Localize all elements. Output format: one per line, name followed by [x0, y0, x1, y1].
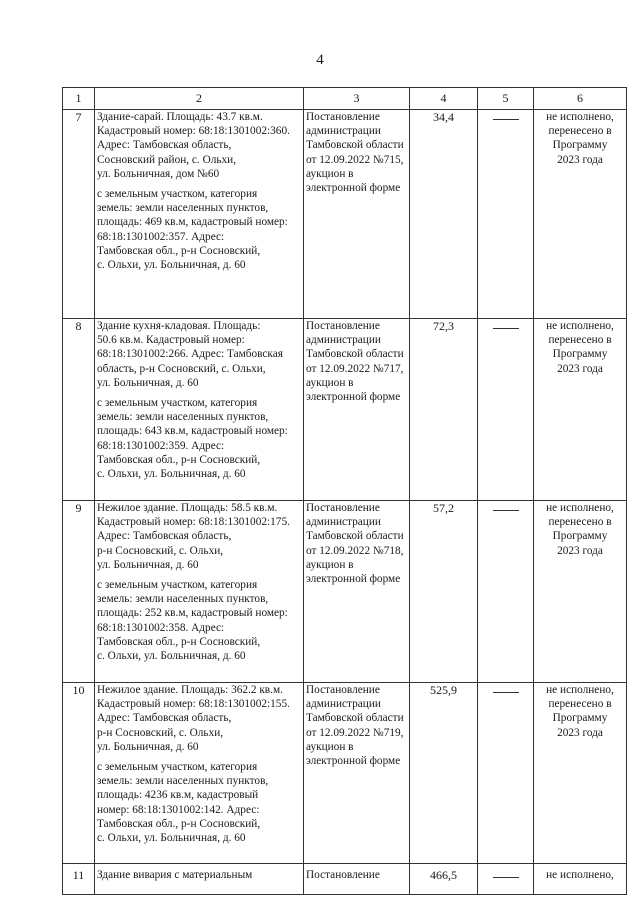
- column-header-5: 5: [478, 88, 534, 110]
- text-line: земель: земли населенных пунктов,: [97, 593, 269, 606]
- text-line: от 12.09.2022 №715,: [306, 153, 404, 166]
- text-line: 2023 года: [557, 726, 603, 739]
- empty-value-dash: [478, 864, 534, 895]
- column-header-3: 3: [304, 88, 410, 110]
- dash-line: [493, 869, 519, 878]
- legal-basis: [304, 864, 410, 895]
- text-line: электронной форме: [306, 391, 401, 404]
- text-line: перенесено в: [548, 516, 612, 529]
- text-line: от 12.09.2022 №718,: [306, 544, 404, 557]
- land-plot-description: [97, 187, 301, 272]
- text-line: Адрес: Тамбовская область,: [97, 530, 232, 543]
- text-line: администрации: [306, 125, 381, 138]
- text-line: Постановление: [306, 869, 380, 881]
- text-line: перенесено в: [548, 125, 612, 138]
- text-line: 68:18:1301002:266. Адрес: Тамбовская: [97, 348, 283, 361]
- text-line: Кадастровый номер: 68:18:1301002:155.: [97, 698, 290, 711]
- text-line: Программу: [552, 530, 608, 543]
- area-value: 466,5: [410, 864, 478, 895]
- empty-value-dash: [478, 683, 534, 864]
- text-line: ул. Больничная, дом №60: [97, 167, 220, 180]
- text-line: Адрес: Тамбовская область,: [97, 712, 232, 725]
- text-line: Тамбовской области: [306, 712, 404, 725]
- text-line: Здание вивария с материальным: [97, 869, 253, 881]
- land-plot-description: [97, 760, 301, 845]
- text-line: Тамбовской области: [306, 348, 404, 361]
- area-value: 525,9: [410, 683, 478, 864]
- text-line: Кадастровый номер: 68:18:1301002:175.: [97, 516, 290, 529]
- text-line: не исполнено,: [546, 111, 614, 123]
- dash-line: [493, 502, 519, 511]
- execution-status: [534, 864, 627, 895]
- text-line: ул. Больничная, д. 60: [97, 376, 199, 389]
- text-line: с земельным участком, категория: [97, 761, 258, 774]
- table-row: [63, 683, 627, 864]
- objects-table: [62, 87, 627, 895]
- row-number: 7: [63, 110, 95, 319]
- text-line: Программу: [552, 139, 608, 152]
- table-row: [63, 319, 627, 501]
- text-line: с. Ольхи, ул. Больничная, д. 60: [97, 832, 246, 845]
- text-line: 68:18:1301002:359. Адрес:: [97, 439, 225, 452]
- row-number: 10: [63, 683, 95, 864]
- object-description: [95, 683, 304, 864]
- row-number: 9: [63, 501, 95, 683]
- legal-basis: [304, 501, 410, 683]
- text-line: область, р-н Сосновский, с. Ольхи,: [97, 362, 266, 375]
- text-line: Тамбовская обл., р-н Сосновский,: [97, 635, 261, 648]
- text-line: Тамбовской области: [306, 139, 404, 152]
- text-line: от 12.09.2022 №719,: [306, 726, 404, 739]
- empty-value-dash: [478, 501, 534, 683]
- table-row: [63, 501, 627, 683]
- execution-status: [534, 501, 627, 683]
- table-row: [63, 110, 627, 319]
- land-plot-description: [97, 578, 301, 663]
- text-line: р-н Сосновский, с. Ольхи,: [97, 726, 224, 739]
- text-line: р-н Сосновский, с. Ольхи,: [97, 544, 224, 557]
- row-number: 8: [63, 319, 95, 501]
- text-line: земель: земли населенных пунктов,: [97, 411, 269, 424]
- text-line: не исполнено,: [546, 502, 614, 514]
- column-header-4: 4: [410, 88, 478, 110]
- text-line: не исполнено,: [546, 684, 614, 696]
- text-line: 2023 года: [557, 153, 603, 166]
- text-line: площадь: 4236 кв.м, кадастровый: [97, 789, 259, 802]
- page-number: 4: [316, 52, 324, 68]
- text-line: 2023 года: [557, 362, 603, 375]
- text-line: от 12.09.2022 №717,: [306, 362, 404, 375]
- text-line: аукцион в: [306, 167, 354, 180]
- text-line: электронной форме: [306, 755, 401, 768]
- text-line: аукцион в: [306, 376, 354, 389]
- text-line: Постановление: [306, 111, 380, 123]
- empty-value-dash: [478, 110, 534, 319]
- object-description: [95, 110, 304, 319]
- object-description: [95, 501, 304, 683]
- object-description: [95, 319, 304, 501]
- text-line: земель: земли населенных пунктов,: [97, 202, 269, 215]
- column-header-1: 1: [63, 88, 95, 110]
- text-line: Сосновский район, с. Ольхи,: [97, 153, 237, 166]
- text-line: Тамбовская обл., р-н Сосновский,: [97, 817, 261, 830]
- text-line: площадь: 469 кв.м, кадастровый номер:: [97, 216, 288, 229]
- text-line: 2023 года: [557, 544, 603, 557]
- text-line: ул. Больничная, д. 60: [97, 740, 199, 753]
- text-line: Тамбовская обл., р-н Сосновский,: [97, 453, 261, 466]
- row-number: 11: [63, 864, 95, 895]
- dash-line: [493, 320, 519, 329]
- empty-value-dash: [478, 319, 534, 501]
- execution-status: [534, 683, 627, 864]
- area-value: 34,4: [410, 110, 478, 319]
- text-line: Здание-сарай. Площадь: 43.7 кв.м.: [97, 111, 263, 123]
- execution-status: [534, 319, 627, 501]
- text-line: с земельным участком, категория: [97, 397, 258, 410]
- land-plot-description: [97, 396, 301, 481]
- text-line: Программу: [552, 348, 608, 361]
- execution-status: [534, 110, 627, 319]
- text-line: Здание кухня-кладовая. Площадь:: [97, 320, 261, 332]
- table-row: [63, 864, 627, 895]
- text-line: номер: 68:18:1301002:142. Адрес:: [97, 803, 260, 816]
- table-header-row: [63, 88, 627, 110]
- text-line: аукцион в: [306, 558, 354, 571]
- text-line: 68:18:1301002:357. Адрес:: [97, 230, 225, 243]
- text-line: Постановление: [306, 502, 380, 514]
- text-line: с. Ольхи, ул. Больничная, д. 60: [97, 650, 246, 663]
- text-line: Постановление: [306, 684, 380, 696]
- text-line: не исполнено,: [546, 320, 614, 332]
- dash-line: [493, 111, 519, 120]
- text-line: Адрес: Тамбовская область,: [97, 139, 232, 152]
- column-header-6: 6: [534, 88, 627, 110]
- text-line: Тамбовской области: [306, 530, 404, 543]
- text-line: администрации: [306, 516, 381, 529]
- text-line: Кадастровый номер: 68:18:1301002:360.: [97, 125, 290, 138]
- text-line: земель: земли населенных пунктов,: [97, 775, 269, 788]
- text-line: аукцион в: [306, 740, 354, 753]
- text-line: Постановление: [306, 320, 380, 332]
- text-line: перенесено в: [548, 334, 612, 347]
- text-line: не исполнено,: [546, 869, 614, 881]
- text-line: администрации: [306, 698, 381, 711]
- text-line: электронной форме: [306, 182, 401, 195]
- text-line: перенесено в: [548, 698, 612, 711]
- text-line: электронной форме: [306, 573, 401, 586]
- legal-basis: [304, 319, 410, 501]
- text-line: с. Ольхи, ул. Больничная, д. 60: [97, 468, 246, 481]
- area-value: 72,3: [410, 319, 478, 501]
- text-line: Нежилое здание. Площадь: 362.2 кв.м.: [97, 684, 283, 696]
- text-line: Тамбовская обл., р-н Сосновский,: [97, 244, 261, 257]
- text-line: с земельным участком, категория: [97, 188, 258, 201]
- legal-basis: [304, 110, 410, 319]
- legal-basis: [304, 683, 410, 864]
- column-header-2: 2: [95, 88, 304, 110]
- text-line: с. Ольхи, ул. Больничная, д. 60: [97, 259, 246, 272]
- object-description: [95, 864, 304, 895]
- text-line: Нежилое здание. Площадь: 58.5 кв.м.: [97, 502, 278, 514]
- text-line: администрации: [306, 334, 381, 347]
- text-line: Программу: [552, 712, 608, 725]
- text-line: 50.6 кв.м. Кадастровый номер:: [97, 334, 245, 347]
- area-value: 57,2: [410, 501, 478, 683]
- text-line: площадь: 252 кв.м, кадастровый номер:: [97, 607, 288, 620]
- text-line: площадь: 643 кв.м, кадастровый номер:: [97, 425, 288, 438]
- text-line: ул. Больничная, д. 60: [97, 558, 199, 571]
- text-line: с земельным участком, категория: [97, 579, 258, 592]
- text-line: 68:18:1301002:358. Адрес:: [97, 621, 225, 634]
- dash-line: [493, 684, 519, 693]
